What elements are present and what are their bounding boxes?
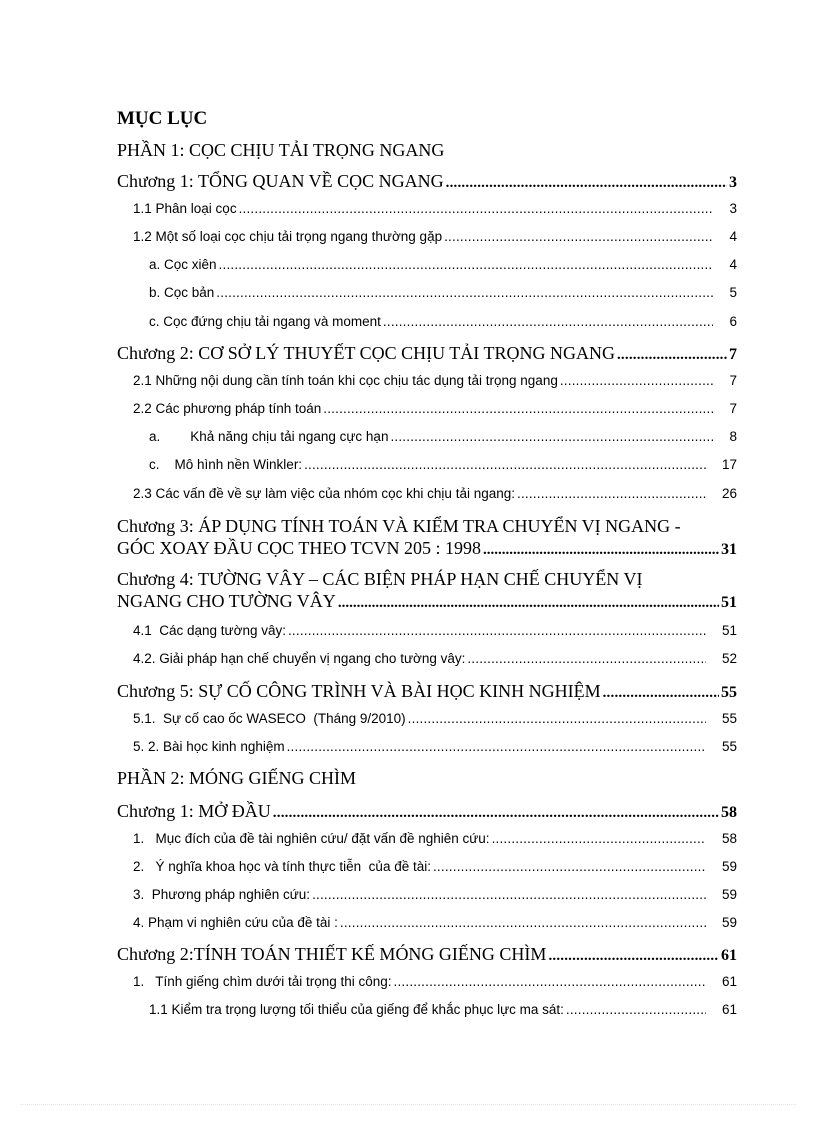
part-1-heading: PHẦN 1: CỌC CHỊU TẢI TRỌNG NGANG [117, 140, 445, 160]
dot-leader [517, 485, 706, 503]
dot-leader [394, 973, 706, 991]
dot-leader [340, 914, 706, 932]
dot-leader [323, 400, 713, 418]
page-number: 61 [721, 974, 737, 989]
toc-entry-4-2[interactable]: 4.2. Giải pháp hạn chế chuyển vị ngang cho tường vây: ..... 52 [133, 650, 737, 668]
toc-entry-chapter-2[interactable]: Chương 2: CƠ SỞ LÝ THUYẾT CỌC CHỊU TẢI TRỌNG NGANG ..... 7 [117, 342, 737, 366]
page-number: 59 [721, 859, 737, 874]
toc-entry-2-3[interactable]: 2.3 Các vấn đề về sự làm việc của nhóm cọc khi chịu tải ngang: ..... 26 [133, 485, 737, 503]
toc-entry-4-1[interactable]: 4.1 Các dạng tường vây: ..... 51 [133, 622, 737, 640]
page-number: 26 [721, 486, 737, 501]
page-number: 61 [721, 947, 737, 964]
toc-entry-5-2[interactable]: 5. 2. Bài học kinh nghiệm ..... 55 [133, 738, 737, 756]
toc-entry-2-2[interactable]: 2.2 Các phương pháp tính toán ..... 7 [133, 400, 737, 418]
dot-leader [566, 1001, 706, 1019]
page-bottom-divider [20, 1104, 796, 1105]
page-number: 55 [721, 739, 737, 754]
toc-entry-1-2-c[interactable]: c. Cọc đứng chịu tải ngang và moment ..... 6 [149, 313, 737, 331]
page-number: 59 [721, 915, 737, 930]
dot-leader [444, 228, 713, 246]
dot-leader [338, 592, 719, 614]
toc-entry-1-1[interactable]: 1.1 Phân loại cọc ..... 3 [133, 200, 737, 218]
toc-entry-part2-2-1[interactable]: 1. Tính giếng chìm dưới tải trọng thi công: ..... 61 [133, 973, 737, 991]
page-number: 3 [729, 174, 737, 191]
page-number: 55 [721, 711, 737, 726]
toc-entry-1-2-a[interactable]: a. Cọc xiên ..... 4 [149, 256, 737, 274]
dot-leader [239, 200, 714, 218]
part-2-heading: PHẦN 2: MÓNG GIẾNG CHÌM [117, 768, 357, 788]
toc-entry-part2-3[interactable]: 3. Phương pháp nghiên cứu: ..... 59 [133, 886, 737, 904]
page-number: 6 [729, 314, 737, 329]
toc-entry-2-2-c[interactable]: c. Mô hình nền Winkler: ..... 17 [149, 456, 737, 474]
page-number: 5 [729, 285, 737, 300]
toc-entry-part2-2[interactable]: 2. Ý nghĩa khoa học và tính thực tiễn của đề tài: ..... 59 [133, 858, 737, 876]
dot-leader [492, 830, 706, 848]
dot-leader [617, 344, 727, 366]
page-number: 7 [729, 373, 737, 388]
page-number: 58 [721, 804, 737, 821]
toc-entry-part2-chapter-2[interactable]: Chương 2:TÍNH TOÁN THIẾT KẾ MÓNG GIẾNG CHÌM ..... 61 [117, 943, 737, 967]
dot-leader [383, 313, 714, 331]
toc-entry-chapter-4[interactable]: Chương 4: TƯỜNG VÂY – CÁC BIỆN PHÁP HẠN CHẾ CHUYỂN VỊ NGANG CHO TƯỜNG VÂY ..... 51 [117, 568, 737, 614]
toc-entry-part2-4[interactable]: 4. Phạm vi nghiên cứu của đề tài : ..... 59 [133, 914, 737, 932]
dot-leader [273, 802, 719, 824]
toc-entry-chapter-3[interactable]: Chương 3: ÁP DỤNG TÍNH TOÁN VÀ KIỂM TRA CHUYỂN VỊ NGANG - GÓC XOAY ĐẦU CỌC THEO TCVN 205 : 1998 ..... 31 [117, 515, 737, 561]
page-number: 4 [729, 257, 737, 272]
dot-leader [467, 650, 706, 668]
page-number: 4 [729, 229, 737, 244]
dot-leader [287, 738, 706, 756]
toc-entry-part2-1[interactable]: 1. Mục đích của đề tài nghiên cứu/ đặt vấn đề nghiên cứu: ..... 58 [133, 830, 737, 848]
toc-entry-part2-2-1-1[interactable]: 1.1 Kiểm tra trọng lượng tối thiểu của giếng để khắc phục lực ma sát: ..... 61 [149, 1001, 737, 1019]
toc-title: MỤC LỤC [117, 108, 208, 129]
page-number: 17 [721, 457, 737, 472]
dot-leader [408, 710, 706, 728]
dot-leader [446, 172, 727, 194]
page-number: 7 [729, 401, 737, 416]
page-number: 51 [721, 623, 737, 638]
toc-entry-chapter-1[interactable]: Chương 1: TỔNG QUAN VỀ CỌC NGANG ..... 3 [117, 170, 737, 194]
dot-leader [433, 858, 706, 876]
page-number: 61 [721, 1002, 737, 1017]
page-number: 51 [721, 594, 737, 611]
page-number: 3 [729, 201, 737, 216]
page-number: 31 [721, 541, 737, 558]
toc-entry-5-1[interactable]: 5.1. Sự cố cao ốc WASECO (Tháng 9/2010) ..... 55 [133, 710, 737, 728]
page-number: 58 [721, 831, 737, 846]
page-number: 55 [721, 684, 737, 701]
page-number: 7 [729, 346, 737, 363]
dot-leader [304, 456, 706, 474]
toc-entry-1-2[interactable]: 1.2 Một số loại cọc chịu tải trọng ngang thường gặp ..... 4 [133, 228, 737, 246]
toc-entry-2-1[interactable]: 2.1 Những nội dung cần tính toán khi cọc chịu tác dụng tải trọng ngang ..... 7 [133, 372, 737, 390]
page-number: 59 [721, 887, 737, 902]
page-number: 52 [721, 651, 737, 666]
toc-entry-1-2-b[interactable]: b. Cọc bản ..... 5 [149, 284, 737, 302]
toc-entry-chapter-5[interactable]: Chương 5: SỰ CỐ CÔNG TRÌNH VÀ BÀI HỌC KINH NGHIỆM ..... 55 [117, 680, 737, 704]
toc-entry-part2-chapter-1[interactable]: Chương 1: MỞ ĐẦU ..... 58 [117, 800, 737, 824]
toc-entry-2-2-a[interactable]: a. Khả năng chịu tải ngang cực hạn ..... 8 [149, 428, 737, 446]
dot-leader [483, 539, 719, 561]
dot-leader [603, 682, 719, 704]
dot-leader [312, 886, 706, 904]
dot-leader [560, 372, 714, 390]
dot-leader [548, 945, 719, 967]
dot-leader [390, 428, 713, 446]
dot-leader [216, 284, 713, 302]
page-number: 8 [729, 429, 737, 444]
dot-leader [219, 256, 714, 274]
dot-leader [288, 622, 706, 640]
